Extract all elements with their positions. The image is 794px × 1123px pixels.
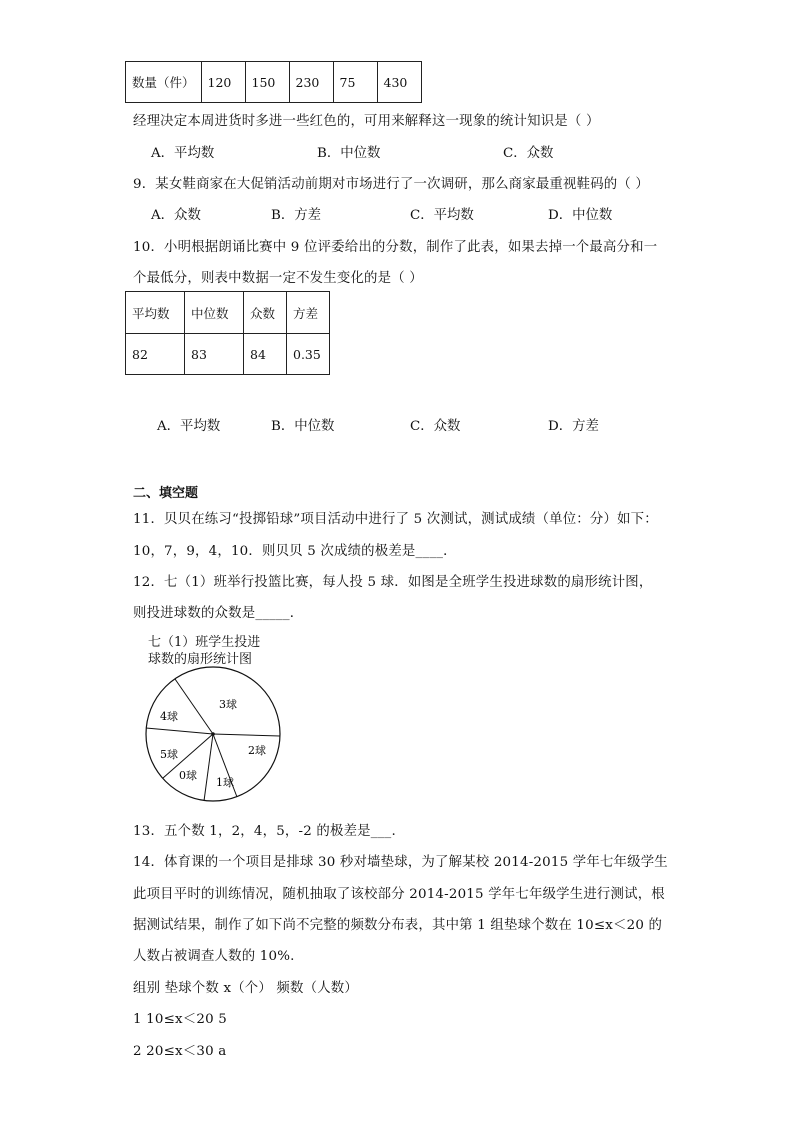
question-9-option-c: C．平均数 bbox=[410, 208, 474, 223]
question-14-line2: 此项目平时的训练情况，随机抽取了该校部分 2014-2015 学年七年级学生进行测试，根 bbox=[133, 887, 665, 902]
quantity-table-cell: 150 bbox=[245, 62, 289, 103]
question-9-option-b: B．方差 bbox=[271, 208, 322, 223]
question-14-line3: 据测试结果，制作了如下尚不完整的频数分布表，其中第 1 组垫球个数在 10≤x＜20 的 bbox=[133, 918, 663, 933]
question-10-option-a: A．平均数 bbox=[157, 419, 221, 434]
pie-divider bbox=[204, 734, 213, 801]
score-stats-header: 方差 bbox=[287, 292, 330, 334]
question-10-option-b: B．中位数 bbox=[271, 419, 335, 434]
pie-divider bbox=[146, 728, 213, 734]
question-8-option-b: B．中位数 bbox=[317, 146, 381, 161]
pie-label-5: 5球 bbox=[160, 748, 178, 761]
quantity-table-cell: 230 bbox=[289, 62, 333, 103]
question-11-line2: 10，7，9，4，10．则贝贝 5 次成绩的极差是____． bbox=[133, 544, 457, 559]
pie-label-4: 4球 bbox=[160, 710, 178, 723]
score-stats-value: 0.35 bbox=[287, 334, 330, 375]
score-stats-value: 84 bbox=[244, 334, 287, 375]
score-stats-header: 中位数 bbox=[185, 292, 244, 334]
question-10-option-d: D．方差 bbox=[548, 419, 599, 434]
question-12-line2: 则投进球数的众数是_____． bbox=[133, 606, 304, 621]
pie-chart bbox=[140, 664, 286, 804]
question-10-stem-line2: 个最低分，则表中数据一定不发生变化的是（ ） bbox=[133, 271, 423, 286]
pie-label-0: 0球 bbox=[179, 769, 197, 782]
chart-title-line2: 球数的扇形统计图 bbox=[148, 652, 253, 667]
pie-center-dot bbox=[211, 732, 215, 736]
quantity-table bbox=[125, 61, 422, 103]
frequency-table-row: 1 10≤x＜20 5 bbox=[133, 1012, 227, 1027]
quantity-table-header: 数量（件） bbox=[126, 62, 202, 103]
question-10-option-c: C．众数 bbox=[410, 419, 461, 434]
question-9-stem: 9．某女鞋商家在大促销活动前期对市场进行了一次调研，那么商家最重视鞋码的（ ） bbox=[133, 177, 650, 192]
question-8-option-a: A．平均数 bbox=[151, 146, 215, 161]
question-9-option-a: A．众数 bbox=[151, 208, 201, 223]
pie-label-1: 1球 bbox=[216, 776, 234, 789]
score-stats-header: 众数 bbox=[244, 292, 287, 334]
score-stats-table bbox=[125, 291, 330, 375]
question-14-line1: 14．体育课的一个项目是排球 30 秒对墙垫球，为了解某校 2014-2015 学年七年级学生 bbox=[133, 855, 668, 870]
question-12-line1: 12．七（1）班举行投篮比赛，每人投 5 球．如图是全班学生投进球数的扇形统计图， bbox=[133, 575, 653, 590]
question-11-line1: 11．贝贝在练习“投掷铅球”项目活动中进行了 5 次测试，测试成绩（单位：分）如下： bbox=[133, 512, 658, 527]
question-13-line: 13．五个数 1，2，4，5，-2 的极差是___. bbox=[133, 824, 396, 839]
quantity-table-cell: 120 bbox=[201, 62, 245, 103]
section-title: 二、填空题 bbox=[133, 486, 199, 501]
frequency-table-row: 2 20≤x＜30 a bbox=[133, 1044, 227, 1059]
quantity-table-cell: 75 bbox=[333, 62, 377, 103]
pie-divider bbox=[213, 734, 280, 736]
pie-label-2: 2球 bbox=[248, 744, 266, 757]
question-14-line4: 人数占被调查人数的 10%. bbox=[133, 949, 295, 964]
question-8-stem: 经理决定本周进货时多进一些红色的，可用来解释这一现象的统计知识是（ ） bbox=[133, 114, 600, 129]
question-10-stem-line1: 10．小明根据朗诵比赛中 9 位评委给出的分数，制作了此表，如果去掉一个最高分和一 bbox=[133, 240, 658, 255]
score-stats-value: 82 bbox=[126, 334, 185, 375]
question-9-option-d: D．中位数 bbox=[548, 208, 613, 223]
quantity-table-cell: 430 bbox=[377, 62, 421, 103]
score-stats-header: 平均数 bbox=[126, 292, 185, 334]
pie-label-3: 3球 bbox=[219, 698, 237, 711]
score-stats-value: 83 bbox=[185, 334, 244, 375]
question-8-option-c: C．众数 bbox=[503, 146, 554, 161]
chart-title-line1: 七（1）班学生投进 bbox=[148, 635, 261, 650]
frequency-table-header: 组别 垫球个数 x（个） 频数（人数） bbox=[133, 981, 358, 996]
pie-divider bbox=[175, 679, 213, 734]
